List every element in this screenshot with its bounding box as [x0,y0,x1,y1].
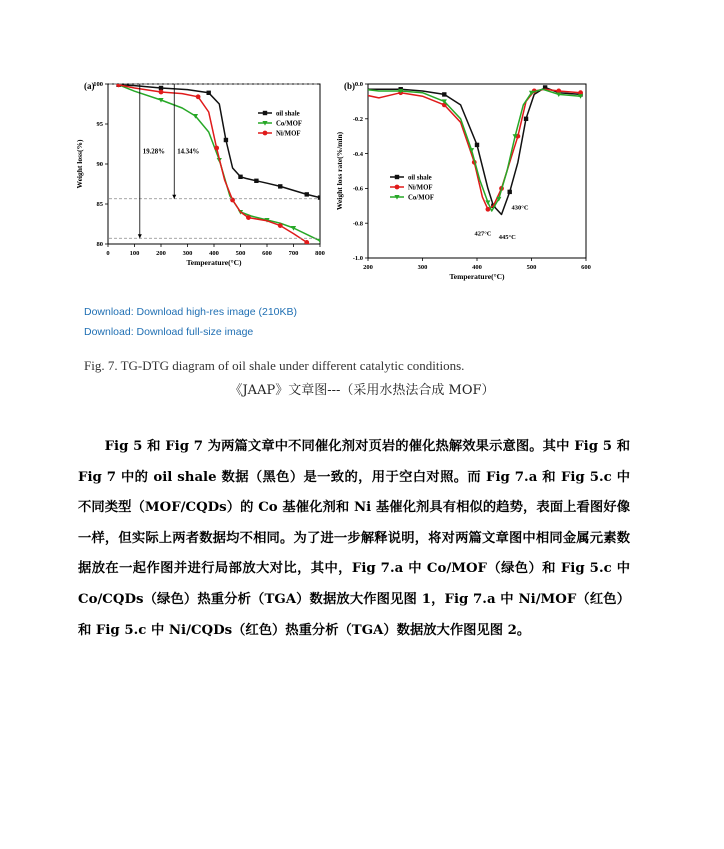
series-group [116,82,323,254]
y-tick-label: 85 [96,201,103,209]
download-high-res-link[interactable]: Download: Download high-res image (210KB) [84,306,298,318]
series-line-oil-shale [119,85,320,198]
arrowhead [138,234,142,238]
legend-marker-oil-shale [395,175,399,179]
x-axis-label: Temperature(°C) [449,272,505,281]
legend-label-oil-shale: oil shale [276,110,300,118]
data-point-ni-mof [278,223,283,228]
y-tick-label: 100 [93,81,103,89]
legend-label-ni-mof: Ni/MOF [408,184,433,192]
legend-label-ni-mof: Ni/MOF [276,130,301,138]
x-tick-label: 500 [235,250,246,257]
series-line-co-mof [119,85,320,241]
legend-marker-ni-mof [263,131,268,136]
series-group [360,85,583,214]
y-tick-label: -0.6 [352,185,363,193]
figure-source-note: 《JAAP》文章图---（采用水热法合成 MOF） [229,383,495,398]
data-point-oil-shale [254,179,258,183]
y-tick-label: -0.2 [352,116,363,123]
x-tick-label: 300 [417,264,428,271]
data-point-ni-mof [159,90,164,95]
x-tick-label: 800 [315,250,325,257]
data-point-oil-shale [159,86,163,90]
y-tick-label: -0.8 [352,220,363,228]
legend-label-oil-shale: oil shale [408,174,432,182]
y-tick-label: -0.4 [352,150,363,158]
data-point-oil-shale [207,91,211,95]
data-point-oil-shale [442,92,446,96]
x-tick-label: 400 [472,264,482,271]
annotation-14-34: 14.34% [177,148,200,156]
data-point-oil-shale [305,192,309,196]
x-tick-label: 600 [581,264,591,271]
data-point-ni-mof [214,146,219,151]
annotation-430c: 430°C [511,204,529,212]
y-tick-label: 80 [96,241,103,249]
panel-b-dtg-chart [335,81,591,281]
legend-marker-oil-shale [263,111,267,115]
tg-dtg-figure [75,70,591,281]
annotation-427c: 427°C [474,230,492,238]
data-point-ni-mof [116,82,121,87]
data-point-ni-mof [196,94,201,99]
y-tick-label: 95 [96,121,103,129]
x-tick-label: 100 [129,250,140,257]
y-axis-label: Weight loss rate(%/min) [335,131,344,211]
x-tick-label: 200 [156,250,166,257]
legend-marker-ni-mof [395,185,400,190]
body-text: Fig 5 和 Fig 7 为两篇文章中不同催化剂对页岩的催化热解效果示意图。其中 Fig 5 和 Fig 7 中的 oil shale 数据（黑色）是一致的，用于空白对照。而 Fig 7.a 和 Fig 5.c 中不同类型（MOF/CQDs）的 Co 基催化剂和 Ni 基催化剂具有相似的趋势，表面上看图好像一样，但实际上两者数据均不相同。为了进一步解释说明，将对两篇文章图中相同金属元素数据放在一起作图并进行局部放大对比，其中，Fig 7.a 中 Co/MOF（绿色）和 Fig 5.c 中 Co/CQDs（绿色）热重分析（TGA）数据放大作图见图 1，Fig 7.a 中 Ni/MOF（红色）和 Fig 5.c 中 Ni/CQDs（红色）热重分析（TGA）数据放大作图见图 2。 [78,439,630,638]
panel-label: (a) [84,81,95,91]
x-tick-label: 0 [106,250,110,257]
arrowhead [172,195,176,199]
x-axis-label: Temperature(°C) [186,258,242,267]
annotation-445c: 445°C [498,233,516,241]
panel-label: (b) [344,81,355,91]
data-point-oil-shale [475,143,479,147]
x-tick-label: 200 [363,264,373,271]
y-tick-label: 90 [96,161,103,169]
data-point-oil-shale [278,184,282,188]
data-point-co-mof [317,239,322,244]
data-point-oil-shale [508,190,512,194]
x-tick-label: 400 [209,250,219,257]
data-point-ni-mof [360,92,365,97]
figure-caption: Fig. 7. TG-DTG diagram of oil shale under different catalytic conditions. [84,358,465,373]
x-tick-label: 600 [262,250,272,257]
data-point-oil-shale [318,195,322,199]
body-paragraph [78,432,630,646]
y-tick-label: -1.0 [352,255,363,263]
x-tick-label: 500 [526,264,537,271]
y-axis-label: Weight loss(%) [75,139,84,189]
panel-a-tg-chart [75,81,325,267]
data-point-oil-shale [238,175,242,179]
legend-label-co-mof: Co/MOF [276,120,303,128]
data-point-oil-shale [224,138,228,142]
download-full-size-link[interactable]: Download: Download full-size image [84,326,254,338]
y-tick-label: 0.0 [354,81,363,89]
x-tick-label: 700 [288,250,299,257]
data-point-oil-shale [524,117,528,121]
data-point-ni-mof [246,215,251,220]
annotation-19-28: 19.28% [142,148,165,156]
legend-label-co-mof: Co/MOF [408,194,435,202]
x-tick-label: 300 [182,250,193,257]
